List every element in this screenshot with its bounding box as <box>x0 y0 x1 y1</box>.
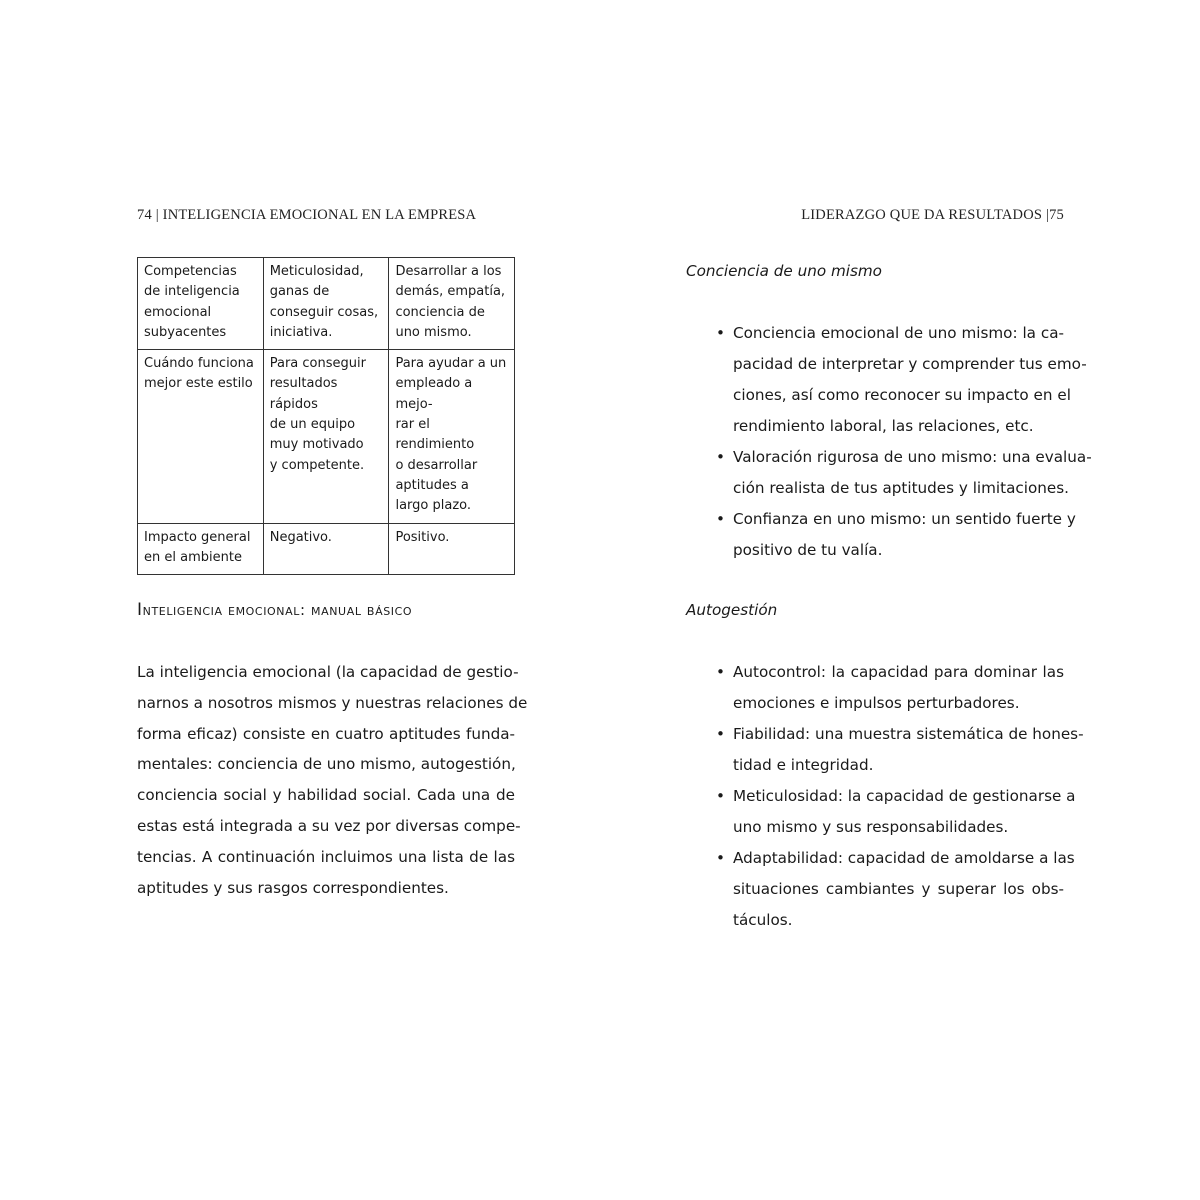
self-awareness-list <box>716 318 1092 566</box>
right-running-head-title: LIDERAZGO QUE DA RESULTADOS <box>801 207 1043 223</box>
cell-line: muy motivado <box>269 437 364 453</box>
list-item <box>716 504 1076 566</box>
paragraph-line: La inteligencia emocional (la capacidad de gestio- <box>137 663 519 681</box>
bullet-line: Meticulosidad: la capacidad de gestionarse a <box>733 787 1076 805</box>
cell-line: emocional <box>144 304 212 320</box>
cell-line: resultados rápidos <box>269 376 338 412</box>
bullet-line: Confianza en uno mismo: un sentido fuerte y <box>733 510 1076 528</box>
cell-line: de inteligencia <box>144 284 240 300</box>
bullet-icon: • <box>716 448 725 466</box>
subtitle-self-awareness: Conciencia de uno mismo <box>686 262 882 280</box>
cell-line: empleado a mejo- <box>395 376 473 412</box>
table-row <box>138 523 515 575</box>
cell-line: y competente. <box>269 457 365 473</box>
bullet-line: Autocontrol: la capacidad para dominar las <box>733 663 1064 681</box>
bullet-line: Fiabilidad: una muestra sistemática de hones- <box>733 725 1084 743</box>
bullet-icon: • <box>716 787 725 805</box>
bullet-line: Adaptabilidad: capacidad de amoldarse a las <box>733 849 1075 867</box>
paragraph-line: narnos a nosotros mismos y nuestras relaciones de <box>137 693 528 712</box>
running-head-separator: | <box>1045 207 1050 223</box>
leadership-styles-table <box>137 257 515 575</box>
list-item <box>716 781 1076 843</box>
self-management-list <box>716 657 1084 936</box>
cell-line: mejor este estilo <box>144 376 253 392</box>
cell-line: conciencia de <box>395 304 485 320</box>
cell-line: Para conseguir <box>269 356 366 372</box>
table-cell <box>263 350 389 523</box>
bullet-icon: • <box>716 324 725 342</box>
left-page <box>137 0 528 1200</box>
right-page-number: 75 <box>1049 207 1064 223</box>
subtitle-self-management: Autogestión <box>686 601 778 619</box>
paragraph-line: conciencia social y habilidad social. Cada una de <box>137 786 515 805</box>
bullet-line: uno mismo y sus responsabilidades. <box>733 818 1009 836</box>
cell-line: Negativo. <box>269 529 332 545</box>
cell-line: uno mismo. <box>395 324 472 340</box>
table-row <box>138 350 515 523</box>
table-cell <box>263 258 389 350</box>
bullet-icon: • <box>716 849 725 867</box>
table-row <box>138 258 515 350</box>
table-cell <box>389 258 515 350</box>
bullet-line: tidad e integridad. <box>733 756 874 774</box>
table-cell <box>389 350 515 523</box>
list-item <box>716 657 1064 719</box>
list-item <box>716 843 1075 936</box>
cell-line: Positivo. <box>395 529 450 545</box>
running-head-separator: | <box>155 207 163 223</box>
left-page-number: 74 <box>137 207 152 223</box>
bullet-line: Valoración rigurosa de uno mismo: una evalua- <box>733 448 1092 466</box>
table-cell <box>138 258 264 350</box>
bullet-line: rendimiento laboral, las relaciones, etc. <box>733 417 1034 435</box>
bullet-icon: • <box>716 510 725 528</box>
cell-line: Meticulosidad, <box>269 264 364 279</box>
bullet-line: pacidad de interpretar y comprender tus emo- <box>733 355 1087 373</box>
list-item <box>716 442 1092 504</box>
left-running-head <box>137 207 476 224</box>
table-cell <box>263 523 389 575</box>
cell-line: Para ayudar a un <box>395 356 507 372</box>
cell-line: conseguir cosas, <box>269 304 379 320</box>
paragraph-line: estas está integrada a su vez por diversas compe- <box>137 816 521 835</box>
bullet-line: situaciones cambiantes y superar los obs- <box>733 880 1064 898</box>
bullet-line: ción realista de tus aptitudes y limitaciones. <box>733 479 1069 497</box>
left-running-head-title: INTELIGENCIA EMOCIONAL EN LA EMPRESA <box>162 207 477 223</box>
cell-line: o desarrollar <box>395 457 478 473</box>
bullet-line: emociones e impulsos perturbadores. <box>733 694 1020 712</box>
bullet-line: Conciencia emocional de uno mismo: la ca- <box>733 324 1064 342</box>
paragraph-line: forma eficaz) consiste en cuatro aptitudes funda- <box>137 724 515 743</box>
heading-initial: I <box>137 600 143 620</box>
list-item <box>716 719 1084 781</box>
paragraph-line: mentales: conciencia de uno mismo, autogestión, <box>137 755 516 774</box>
cell-line: subyacentes <box>144 324 227 340</box>
bullet-icon: • <box>716 725 725 743</box>
cell-line: rar el rendimiento <box>395 417 475 453</box>
cell-line: Cuándo funciona <box>144 356 254 372</box>
cell-line: iniciativa. <box>269 324 333 340</box>
body-paragraph <box>137 657 528 903</box>
right-running-head <box>801 207 1064 224</box>
cell-line: Competencias <box>144 264 237 279</box>
right-page <box>686 0 1092 1200</box>
list-item <box>716 318 1087 442</box>
bullet-line: táculos. <box>733 911 793 929</box>
table-cell <box>138 350 264 523</box>
table-cell <box>389 523 515 575</box>
cell-line: Desarrollar a los <box>395 264 502 279</box>
cell-line: Impacto general <box>144 529 251 545</box>
cell-line: ganas de <box>269 284 330 300</box>
bullet-line: ciones, así como reconocer su impacto en el <box>733 386 1071 404</box>
cell-line: en el ambiente <box>144 549 242 565</box>
paragraph-line: tencias. A continuación incluimos una lista de las <box>137 847 515 866</box>
cell-line: largo plazo. <box>395 498 471 514</box>
section-heading <box>137 600 412 620</box>
table-cell <box>138 523 264 575</box>
bullet-line: positivo de tu valía. <box>733 541 883 559</box>
cell-line: demás, empatía, <box>395 284 506 300</box>
heading-rest: nteligencia emocional: manual básico <box>142 601 413 619</box>
paragraph-line: aptitudes y sus rasgos correspondientes. <box>137 878 449 897</box>
bullet-icon: • <box>716 663 725 681</box>
cell-line: aptitudes a <box>395 477 469 493</box>
cell-line: de un equipo <box>269 417 356 433</box>
